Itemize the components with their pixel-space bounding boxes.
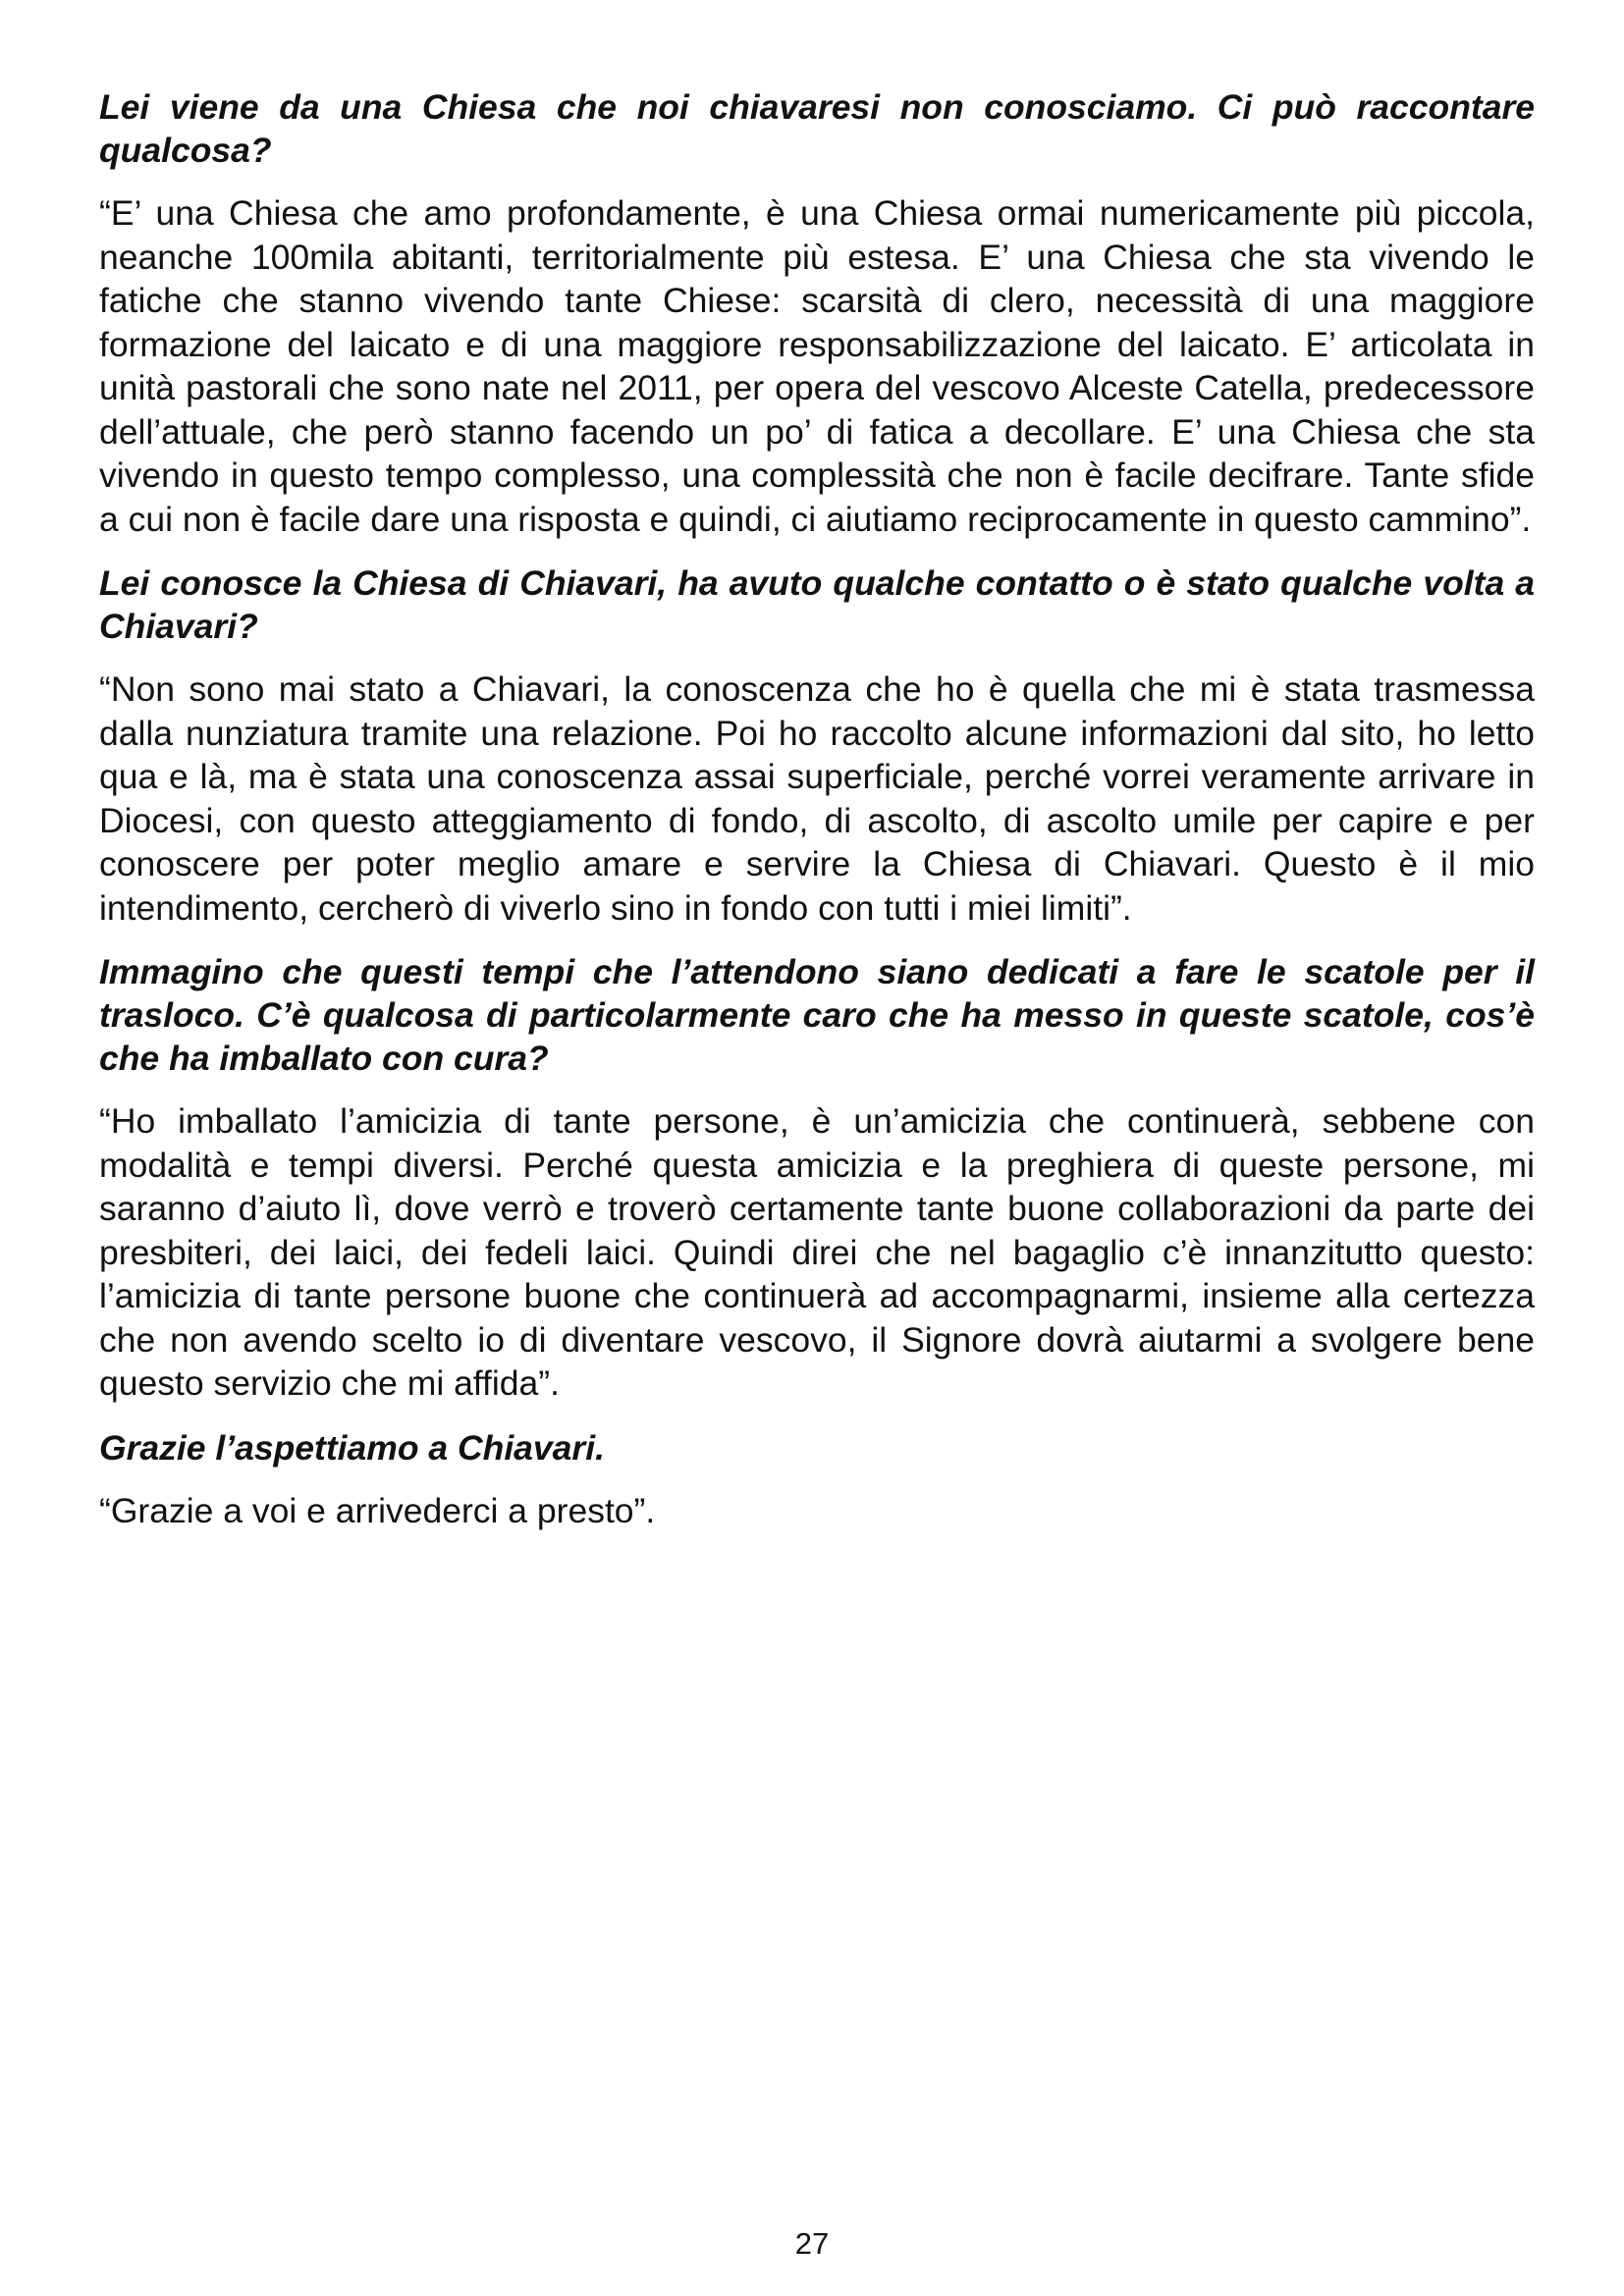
page-number: 27 [794,2226,830,2261]
interview-answer: “Ho imballato l’amicizia di tante persone, è un’amicizia che continuerà, sebbene con modalità e tempi diversi. Perché questa amicizia e la preghiera di queste persone, mi saranno d’aiuto lì, dove verrò e troverò certamente tante buone collaborazioni da parte dei presbiteri, dei laici, dei fedeli laici. Quindi direi che nel bagaglio c’è innanzitutto questo: l’amicizia di tante persone buone che continuerà ad accompagnarmi, insieme alla certezza che non avendo scelto io di diventare vescovo, il Signore dovrà aiutarmi a svolgere bene questo servizio che mi affida”. [99,1101,1535,1403]
interview-question: Lei viene da una Chiesa che noi chiavaresi non conosciamo. Ci può raccontare qualcosa? [99,87,1535,170]
interview-answer: “Grazie a voi e arrivederci a presto”. [99,1490,656,1530]
interview-question: Grazie l’aspettiamo a Chiavari. [99,1427,605,1468]
interview-question: Lei conosce la Chiesa di Chiavari, ha avuto qualche contatto o è stato qualche volta a Chiavari? [99,563,1535,646]
interview-page [99,85,1535,1553]
interview-answer: “Non sono mai stato a Chiavari, la conoscenza che ho è quella che mi è stata trasmessa dalla nunziatura tramite una relazione. Poi ho raccolto alcune informazioni dal sito, ho letto qua e là, ma è stata una conoscenza assai superficiale, perché vorrei veramente arrivare in Diocesi, con questo atteggiamento di fondo, di ascolto, di ascolto umile per capire e per conoscere per poter meglio amare e servire la Chiesa di Chiavari. Questo è il mio intendimento, cercherò di viverlo sino in fondo con tutti i miei limiti”. [99,669,1535,928]
interview-answer: “E’ una Chiesa che amo profondamente, è una Chiesa ormai numericamente più piccola, neanche 100mila abitanti, territorialmente più estesa. E’ una Chiesa che sta vivendo le fatiche che stanno vivendo tante Chiese: scarsità di clero, necessità di una maggiore formazione del laicato e di una maggiore responsabilizzazione del laicato. E’ articolata in unità pastorali che sono nate nel 2011, per opera del vescovo Alceste Catella, predecessore dell’attuale, che però stanno facendo un po’ di fatica a decollare. E’ una Chiesa che sta vivendo in questo tempo complesso, una complessità che non è facile decifrare. Tante sfide a cui non è facile dare una risposta e quindi, ci aiutiamo reciprocamente in questo cammino”. [99,193,1535,539]
interview-question: Immagino che questi tempi che l’attendono siano dedicati a fare le scatole per il trasloco. C’è qualcosa di particolarmente caro che ha messo in queste scatole, cos’è che ha imballato con cura? [99,952,1535,1078]
